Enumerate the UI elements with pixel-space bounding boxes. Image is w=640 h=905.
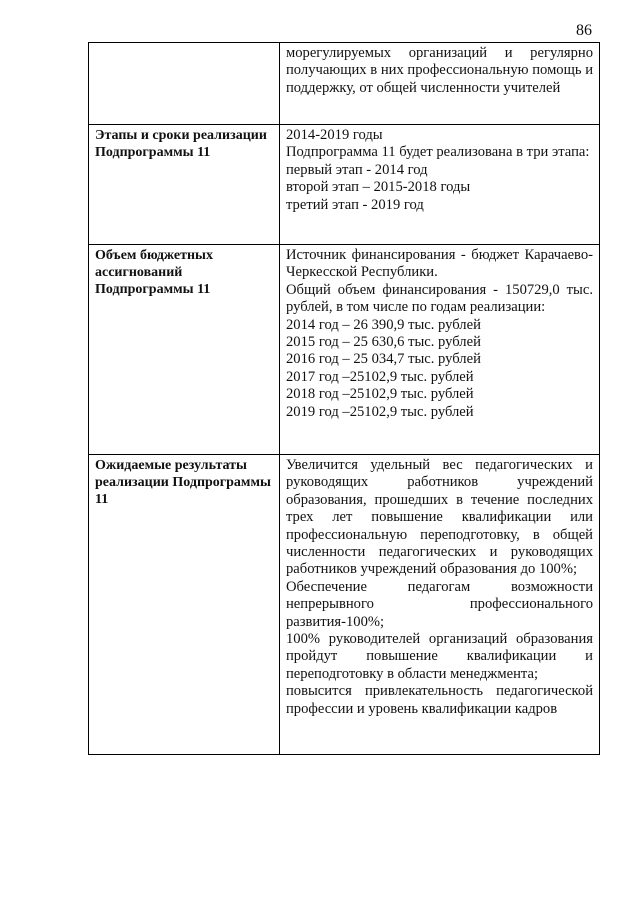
- content-line: Подпрограмма 11 будет реализована в три этапа:: [286, 144, 590, 161]
- row-label: [89, 43, 280, 125]
- content-line: 2015 год – 25 630,6 тыс. рублей: [286, 334, 481, 351]
- row-label: Объем бюджетных ассигнований Подпрограммы 11: [89, 245, 280, 455]
- row-content: [280, 245, 600, 455]
- page-number: 86: [576, 22, 592, 39]
- table-row: [89, 43, 600, 125]
- content-paragraph: Увеличится удельный вес педагогических и руководящих работников учреждений образования, прошедших в течение последних трех лет повышение квалификации или профессиональную переподготовку, в общей численности педагогических и руководящих работников учреждений образования до 100%;: [286, 457, 593, 578]
- content-line: 2017 год –25102,9 тыс. рублей: [286, 368, 474, 385]
- content-line: первый этап - 2014 год: [286, 161, 428, 178]
- table-row: [89, 245, 600, 455]
- row-label: Ожидаемые результаты реализации Подпрограммы 11: [89, 455, 280, 755]
- content-paragraph: Обеспечение педагогам возможности непрерывного профессионального развития-100%;: [286, 578, 593, 630]
- content-line: 2014 год – 26 390,9 тыс. рублей: [286, 316, 481, 333]
- content-line: 2019 год –25102,9 тыс. рублей: [286, 403, 474, 420]
- content-line: 2018 год –25102,9 тыс. рублей: [286, 386, 474, 403]
- content-line: второй этап – 2015-2018 годы: [286, 179, 471, 196]
- table-row: [89, 125, 600, 245]
- content-line: 2016 год – 25 034,7 тыс. рублей: [286, 351, 481, 368]
- content-line: Источник финансирования - бюджет Карачаево-Черкесской Республики.: [286, 247, 593, 281]
- row-label: Этапы и сроки реализации Подпрограммы 11: [89, 125, 280, 245]
- content-line: третий этап - 2019 год: [286, 196, 424, 213]
- content-line: Общий объем финансирования - 150729,0 тыс. рублей, в том числе по годам реализации:: [286, 281, 593, 316]
- row-content: [280, 455, 600, 755]
- table-row: [89, 455, 600, 755]
- content-paragraph: повысится привлекательность педагогической профессии и уровень квалификации кадров: [286, 683, 593, 717]
- content-paragraph: 100% руководителей организаций образования пройдут повышение квалификации и переподготовку в области менеджмента;: [286, 631, 593, 682]
- row-content: [280, 43, 600, 125]
- content-paragraph: морегулируемых организаций и регулярно получающих в них профессиональную помощь и поддержку, от общей численности учителей: [286, 45, 593, 96]
- subprogram-passport-table: [88, 42, 600, 755]
- row-content: [280, 125, 600, 245]
- content-line: 2014-2019 годы: [286, 127, 383, 143]
